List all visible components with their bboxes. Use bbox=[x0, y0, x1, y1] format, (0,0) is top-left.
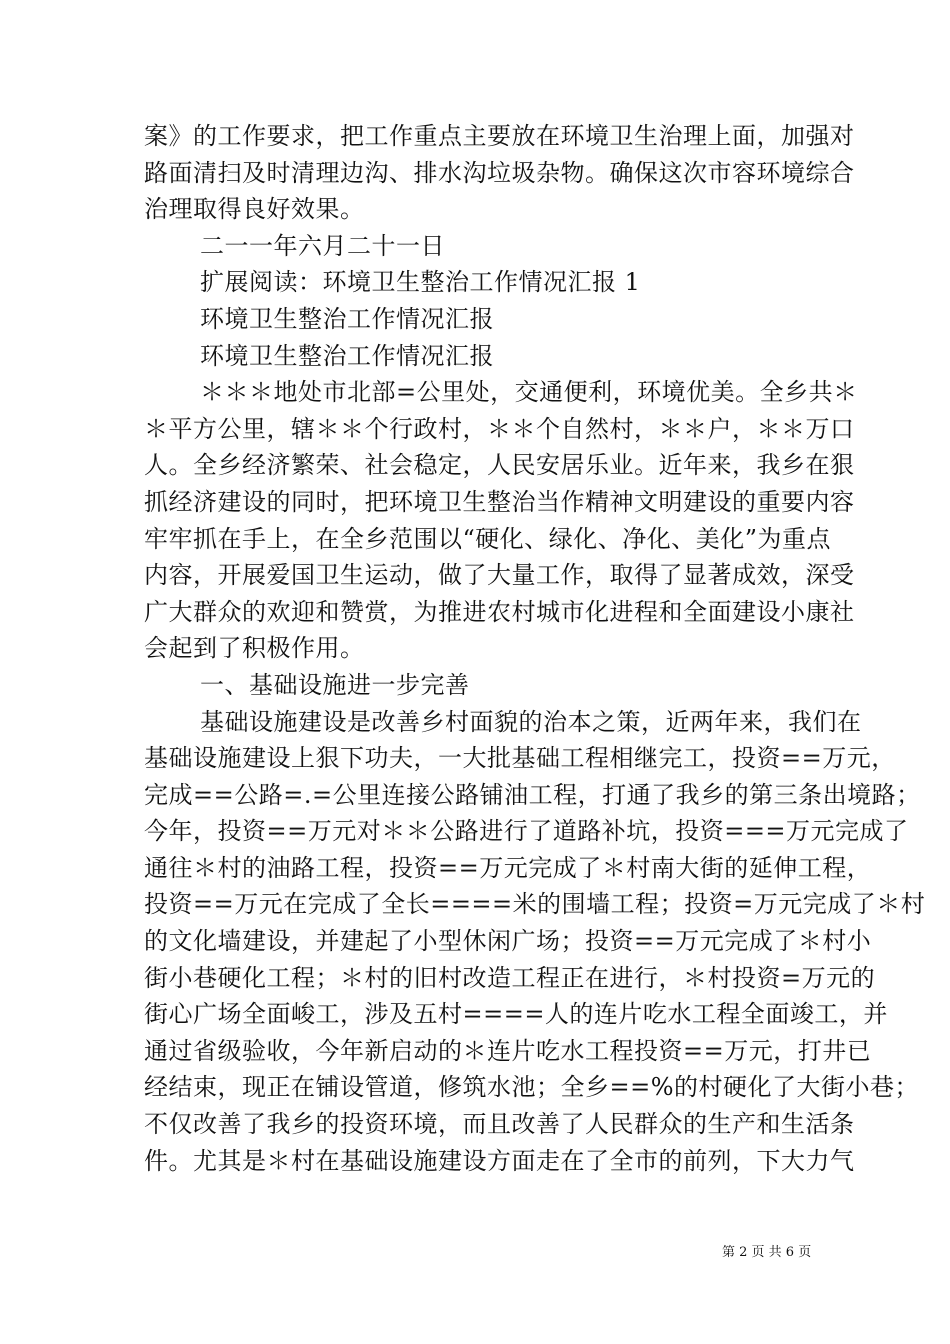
text-line: 基础设施建设是改善乡村面貌的治本之策，近两年来，我们在 bbox=[200, 707, 862, 736]
text-line: 经结束，现正在铺设管道，修筑水池；全乡==%的村硬化了大街小巷； bbox=[144, 1073, 920, 1102]
text-line: 牢牢抓在手上，在全乡范围以“硬化、绿化、净化、美化”为重点 bbox=[144, 524, 832, 553]
extended-reading-line: 扩展阅读：环境卫生整治工作情况汇报 1 bbox=[200, 268, 641, 297]
text-line: ＊＊＊地处市北部=公里处，交通便利，环境优美。全乡共＊ bbox=[200, 378, 858, 407]
text-line: 街心广场全面峻工，涉及五村====人的连片吃水工程全面竣工，并 bbox=[144, 1000, 888, 1029]
section-heading: 一、基础设施进一步完善 bbox=[200, 670, 470, 699]
text-line: 街小巷硬化工程；＊村的旧村改造工程正在进行，＊村投资=万元的 bbox=[144, 963, 876, 992]
text-line: 投资==万元在完成了全长====米的围墙工程；投资=万元完成了＊村 bbox=[144, 890, 926, 919]
text-line: 今年，投资==万元对＊＊公路进行了道路补坑，投资===万元完成了 bbox=[144, 817, 909, 846]
text-line: 抓经济建设的同时，把环境卫生整治当作精神文明建设的重要内容 bbox=[144, 487, 855, 516]
text-line: 通过省级验收，今年新启动的＊连片吃水工程投资==万元，打井已 bbox=[144, 1036, 872, 1065]
text-line: 案》的工作要求，把工作重点主要放在环境卫生治理上面，加强对 bbox=[144, 122, 855, 150]
document-body bbox=[144, 118, 926, 1179]
text-line: 广大群众的欢迎和赞赏，为推进农村城市化进程和全面建设小康社 bbox=[144, 597, 855, 626]
text-line: 不仅改善了我乡的投资环境，而且改善了人民群众的生产和生活条 bbox=[144, 1110, 855, 1139]
text-line: 完成==公路=.=公里连接公路铺油工程，打通了我乡的第三条出境路； bbox=[144, 780, 921, 809]
section-heading: 环境卫生整治工作情况汇报 bbox=[200, 341, 494, 370]
text-line: 治理取得良好效果。 bbox=[144, 195, 365, 224]
text-line: 通往＊村的油路工程，投资==万元完成了＊村南大街的延伸工程， bbox=[144, 853, 872, 882]
date-line: 二一一年六月二十一日 bbox=[200, 231, 445, 260]
text-line: 基础设施建设上狠下功夫，一大批基础工程相继完工，投资==万元， bbox=[144, 744, 896, 773]
text-line: 人。全乡经济繁荣、社会稳定，人民安居乐业。近年来，我乡在狠 bbox=[144, 451, 855, 480]
page-number: 第 2 页 共 6 页 bbox=[722, 1245, 812, 1260]
text-line: ＊平方公里，辖＊＊个行政村，＊＊个自然村，＊＊户，＊＊万口 bbox=[144, 414, 855, 443]
text-line: 路面清扫及时清理边沟、排水沟垃圾杂物。确保这次市容环境综合 bbox=[144, 158, 855, 187]
section-heading: 环境卫生整治工作情况汇报 bbox=[200, 304, 494, 333]
text-line: 件。尤其是＊村在基础设施建设方面走在了全市的前列，下大力气 bbox=[144, 1146, 855, 1175]
text-line: 会起到了积极作用。 bbox=[144, 634, 365, 663]
text-line: 内容，开展爱国卫生运动，做了大量工作，取得了显著成效，深受 bbox=[144, 561, 855, 590]
text-line: 的文化墙建设，并建起了小型休闲广场；投资==万元完成了＊村小 bbox=[144, 927, 872, 956]
